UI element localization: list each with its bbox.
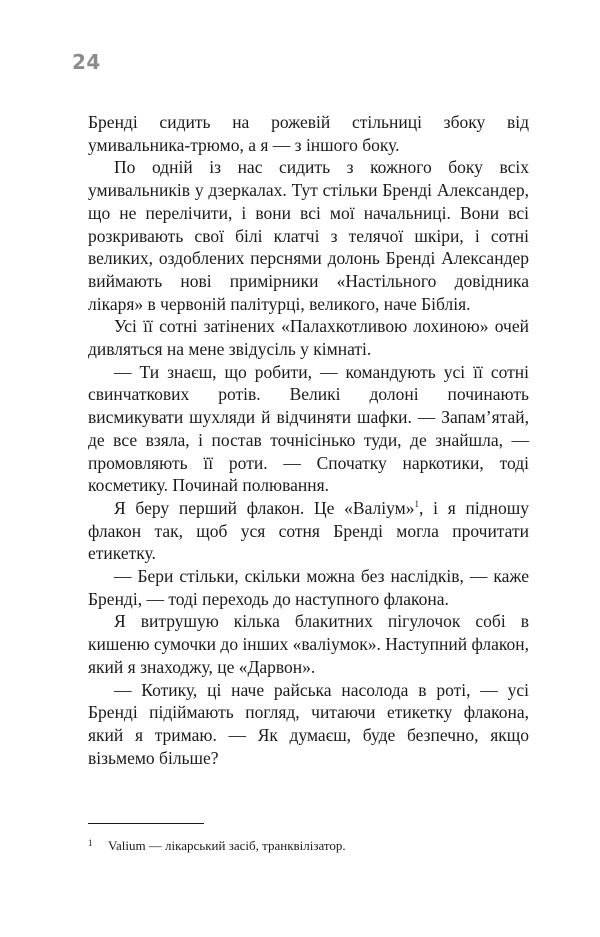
paragraph: — Ти знаєш, що робити, — командують усі її сотні свинчаткових ротів. Великі долоні починають висмикувати шухляди й відчиняти шафки. — Запам’ятай, де все взяла, і постав точнісінько туди, де знайшла, — промовляють її роти. — Спочатку наркотики, тоді косметику. Починай полювання. bbox=[88, 361, 529, 496]
paragraph: По одній із нас сидить з кожного боку всіх умивальників у дзеркалах. Тут стільки Бренді Александер, що не перелічити, і вони всі мої начальниці. Вони всі розкривають свої білі клатчі з телячої шкіри, і сотні великих, оздоблених перснями долонь Бренді Александер виймають нові примірники «Настільного довідника лікаря» в червоній палітурці, великого, наче Біблія. bbox=[88, 157, 529, 314]
paragraph: Усі її сотні затінених «Палахкотливою лохиною» очей дивляться на мене звідусіль у кімнаті. bbox=[88, 316, 529, 360]
paragraph: Я витрушую кілька блакитних пігулочок собі в кишеню сумочки до інших «валіумок». Наступний флакон, який я знаходжу, це «Дарвон». bbox=[88, 611, 529, 677]
footnote bbox=[88, 835, 529, 854]
paragraph: Бренді сидить на рожевій стільниці збоку від умивальника-трюмо, а я — з іншого боку. bbox=[88, 112, 529, 155]
footnote-reference: 1 bbox=[414, 498, 419, 509]
paragraph-text: Я беру перший флакон. Це «Валіум» bbox=[114, 497, 415, 518]
footnote-text: Valium — лікарський засіб, транквілізатор. bbox=[108, 838, 346, 853]
footnote-divider bbox=[88, 823, 204, 824]
paragraph: — Котику, ці наче райська насолода в роті, — усі Бренді підіймають погляд, читаючи етикетку флакона, який я тримаю. — Як думаєш, буде безпечно, якщо візьмемо більше? bbox=[88, 679, 529, 768]
body-text bbox=[88, 111, 529, 769]
paragraph bbox=[88, 497, 529, 565]
paragraph-text: , і я підношу флакон так, щоб уся сотня Бренді могла прочитати етикетку. bbox=[88, 497, 530, 564]
paragraph: — Бери стільки, скільки можна без наслідків, — каже Бренді, — тоді переходь до наступного флакона. bbox=[88, 566, 529, 609]
page-number: 24 bbox=[72, 50, 101, 74]
footnote-marker: 1 bbox=[88, 838, 93, 848]
